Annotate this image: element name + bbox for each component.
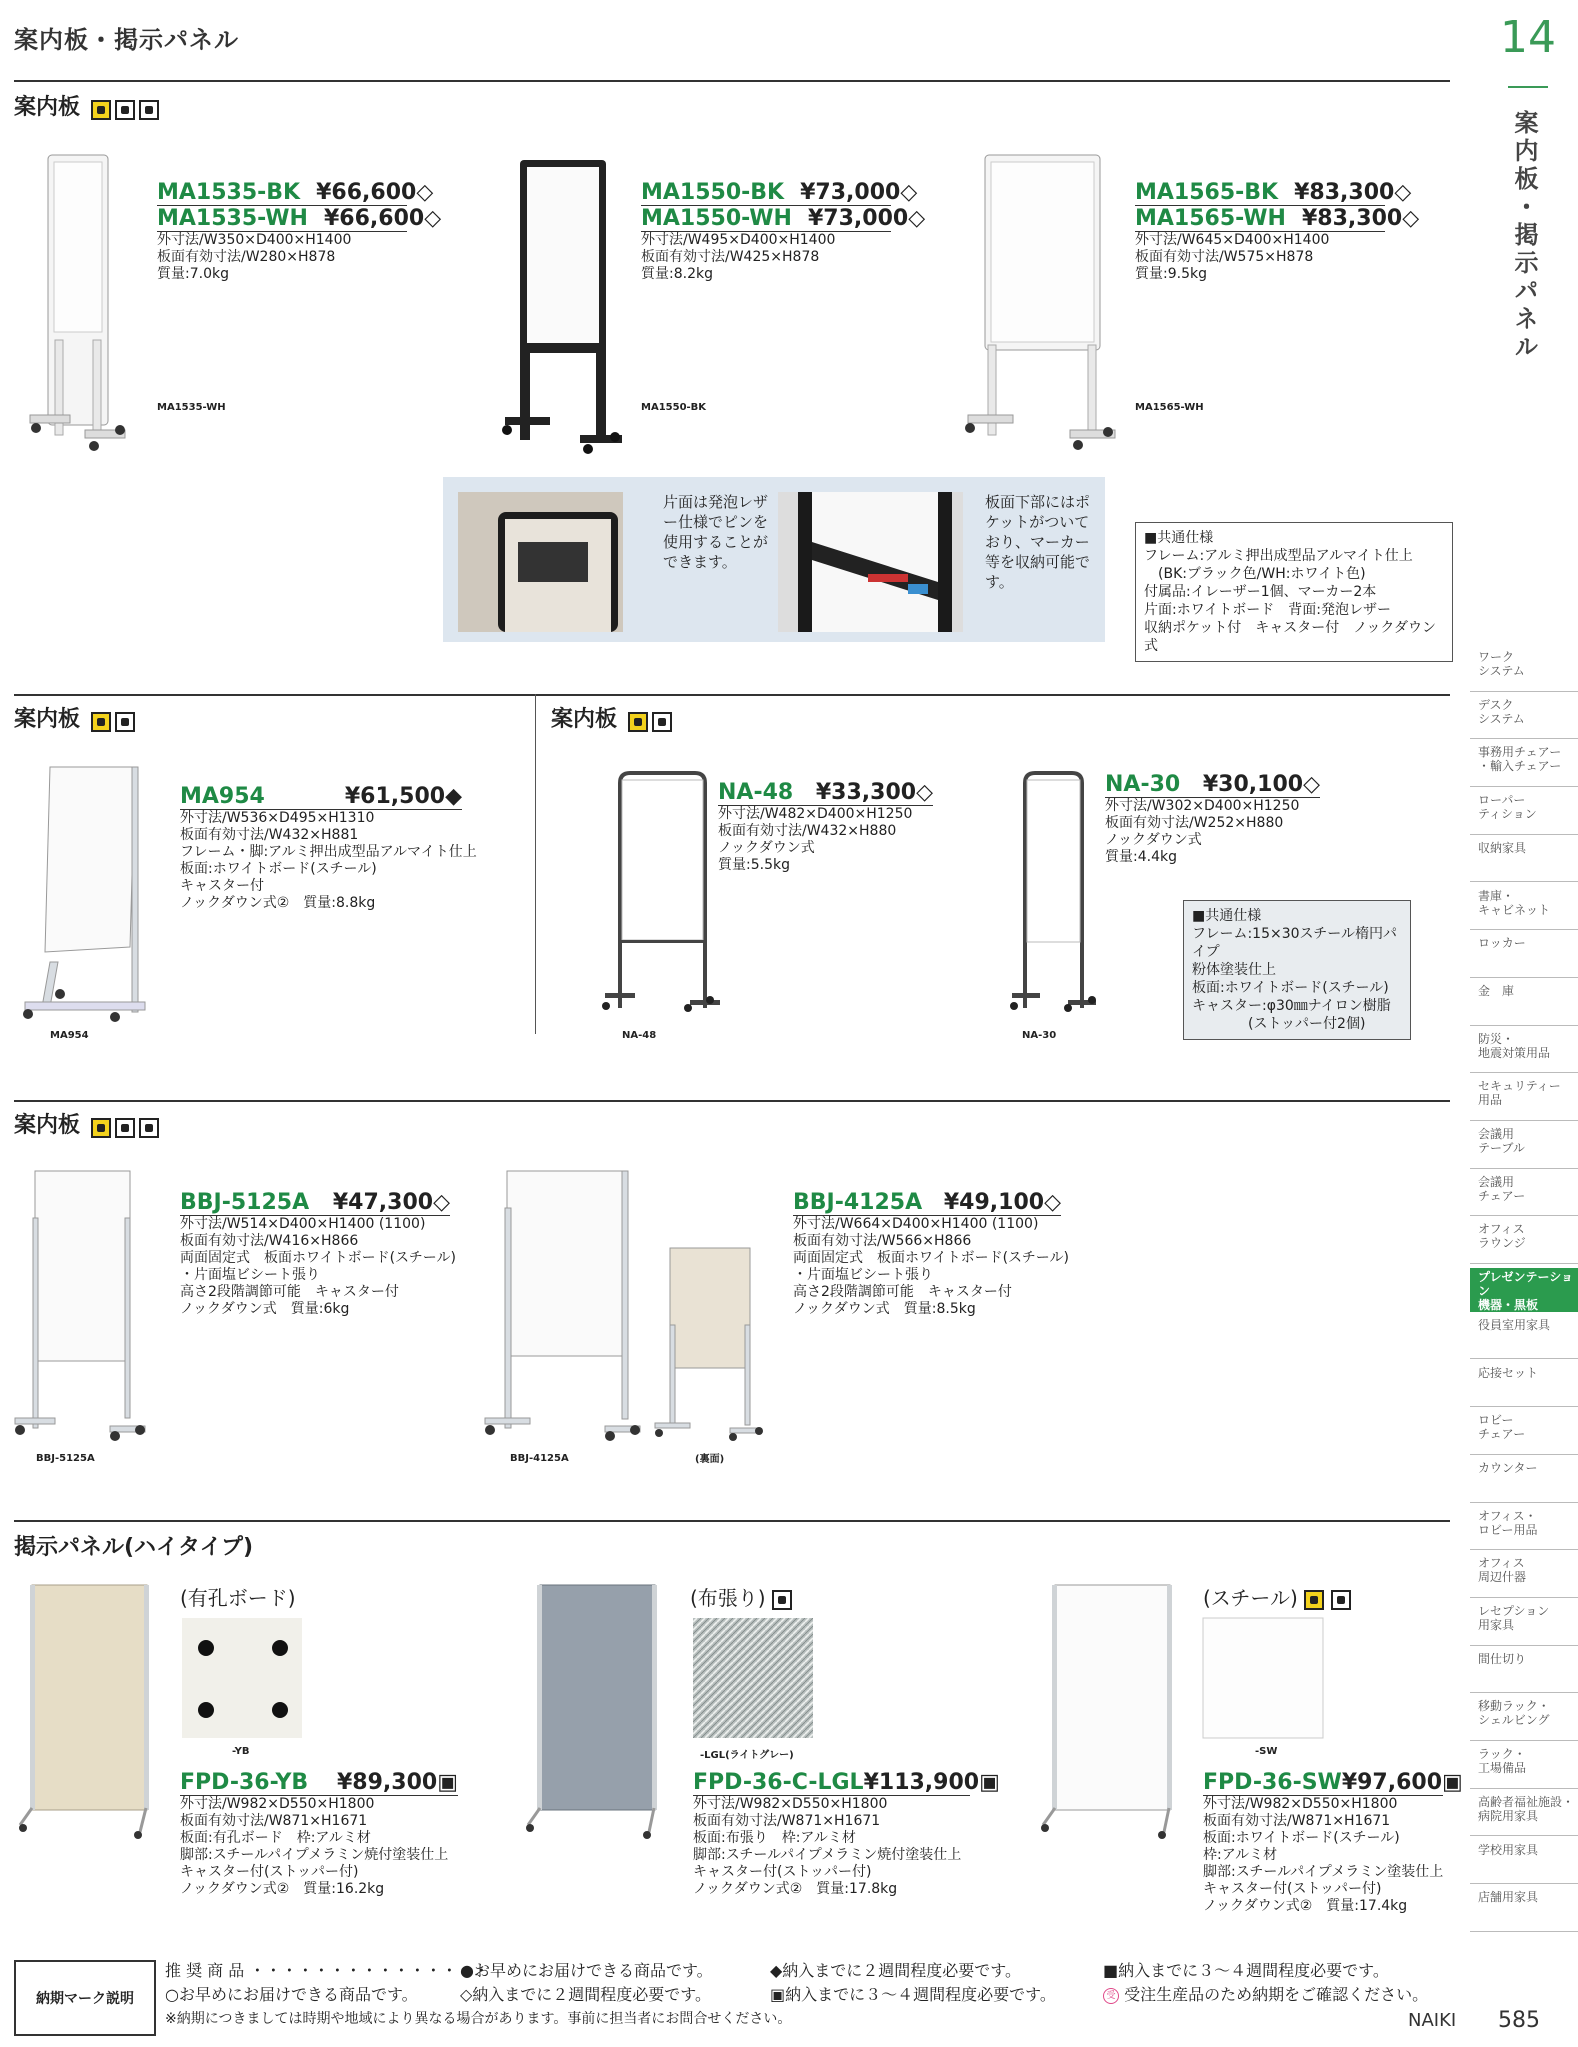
image-caption: MA1550-BK <box>641 402 707 413</box>
nav-item[interactable]: レセプション 用家具 <box>1470 1602 1578 1646</box>
image-caption: NA-30 <box>1022 1030 1057 1041</box>
model-number: MA1535-WH <box>157 206 308 231</box>
spec-text: 外寸法/W645×D400×H1400 板面有効寸法/W575×H878 質量:9.5kg <box>1135 232 1330 282</box>
image-caption-back: (裏面) <box>695 1454 725 1465</box>
spec-text: 外寸法/W302×D400×H1250 板面有効寸法/W252×H880 ノックダウン式 質量:4.4kg <box>1105 798 1300 865</box>
detail-photo-pocket <box>778 492 963 632</box>
price: ¥66,600◇ <box>323 206 442 231</box>
model-number: FPD-36-SW <box>1203 1770 1342 1795</box>
nav-item[interactable]: 間仕切り <box>1470 1650 1578 1694</box>
nav-item[interactable]: 役員室用家具 <box>1470 1316 1578 1360</box>
marker-icon <box>91 100 111 120</box>
model-number: NA-48 <box>718 780 794 805</box>
legend-recommended: 推 奨 商 品 ・・・・・・・・・・・・・・・ <box>165 1961 490 1980</box>
spec-text: 外寸法/W982×D550×H1800 板面有効寸法/W871×H1671 板面:布張り 枠:アルミ材 脚部:スチールパイプメラミン焼付塗装仕上 キャスター付(ストッパー付) ノックダウン式② 質量:17.8kg <box>693 1796 962 1897</box>
section-rule <box>14 1100 1450 1102</box>
fpdyb-swatch <box>182 1618 302 1738</box>
nav-item[interactable]: 高齢者福祉施設・ 病院用家具 <box>1470 1793 1578 1837</box>
nav-item[interactable]: 収納家具 <box>1470 839 1578 883</box>
nav-item[interactable]: 店舗用家具 <box>1470 1888 1578 1932</box>
detail-text-2: 板面下部にはポケットがついており、マーカー等を収納可能です。 <box>985 493 1091 591</box>
price: ¥73,000◇ <box>800 180 918 205</box>
swatch-caption: -LGL(ライトグレー) <box>700 1750 794 1761</box>
image-caption: MA1565-WH <box>1135 402 1204 413</box>
delivery-marks <box>91 100 159 120</box>
column-divider <box>535 694 536 1034</box>
fpdsw-product-image <box>1040 1580 1180 1840</box>
nav-item[interactable]: 学校用家具 <box>1470 1841 1578 1885</box>
fpdsw-info <box>1203 1770 1463 1915</box>
ma1550-product-image <box>500 155 610 455</box>
price: ¥97,600▣ <box>1341 1770 1463 1795</box>
delivery-marks <box>628 712 672 732</box>
side-navigation <box>1470 648 1578 1938</box>
spec-text: 外寸法/W536×D495×H1310 板面有効寸法/W432×H881 フレーム・脚:アルミ押出成型品アルマイト仕上 板面:ホワイトボード(スチール) キャスター付 ノックダウン式② 質量:8.8kg <box>180 810 477 911</box>
price: ¥61,500◆ <box>344 784 462 809</box>
section-title: 案内板 <box>14 707 81 732</box>
nav-item[interactable]: オフィス ラウンジ <box>1470 1220 1578 1264</box>
page-header-title: 案内板・掲示パネル <box>14 26 239 54</box>
nav-item[interactable]: 書庫・ キャビネット <box>1470 887 1578 931</box>
fpdlgl-variant-label <box>690 1582 792 1611</box>
variant-label-text: (スチール) <box>1203 1586 1298 1610</box>
section-2b-heading <box>551 702 672 733</box>
marker-icon <box>1304 1590 1324 1610</box>
delivery-marks <box>91 1118 159 1138</box>
fpdlgl-info <box>693 1770 1000 1898</box>
spec-text: 外寸法/W495×D400×H1400 板面有効寸法/W425×H878 質量:8.2kg <box>641 232 836 282</box>
pin-icon <box>772 1590 792 1610</box>
nav-item[interactable]: 事務用チェアー ・輸入チェアー <box>1470 743 1578 787</box>
header-rule <box>14 80 1450 82</box>
section-title: 案内板 <box>14 95 81 120</box>
section-4-title: 掲示パネル(ハイタイプ) <box>14 1535 254 1560</box>
na48-product-image <box>600 768 715 1018</box>
fpdlgl-swatch <box>693 1618 813 1738</box>
price: ¥83,300◇ <box>1301 206 1420 231</box>
fpdlgl-product-image <box>525 1580 665 1840</box>
magnet-icon <box>115 100 135 120</box>
spec-text: 外寸法/W514×D400×H1400 (1100) 板面有効寸法/W416×H866 両面固定式 板面ホワイトボード(スチール) ・片面塩ビシート張り 高さ2段階調節可能 キャスター付 ノックダウン式 質量:6kg <box>180 1216 456 1317</box>
common-spec-box-2: ■共通仕様 フレーム:15×30スチール楕円パイプ 粉体塗装仕上 板面:ホワイトボード(スチール) キャスター:φ30㎜ナイロン樹脂 (ストッパー付2個) <box>1183 900 1411 1040</box>
spec-text: 外寸法/W664×D400×H1400 (1100) 板面有効寸法/W566×H866 両面固定式 板面ホワイトボード(スチール) ・片面塩ビシート張り 高さ2段階調節可能 キャスター付 ノックダウン式 質量:8.5kg <box>793 1216 1069 1317</box>
spec-text: 外寸法/W982×D550×H1800 板面有効寸法/W871×H1671 板面:有孔ボード 枠:アルミ材 脚部:スチールパイプメラミン焼付塗装仕上 キャスター付(ストッパー付) ノックダウン式② 質量:16.2kg <box>180 1796 449 1897</box>
legend-item: ▣納入までに３～４週間程度必要です。 <box>770 1985 1056 2004</box>
legend-item: ■納入までに３～４週間程度必要です。 <box>1103 1961 1389 1980</box>
legend-item: ◇納入までに２週間程度必要です。 <box>460 1985 712 2004</box>
ma954-info <box>180 784 477 912</box>
fpdsw-swatch <box>1203 1618 1323 1738</box>
ma1535-info <box>157 180 442 283</box>
model-number: BBJ-4125A <box>793 1190 923 1215</box>
na48-info <box>718 780 933 874</box>
legend-item-text: 受注生産品のため納期をご確認ください。 <box>1124 1985 1429 2004</box>
model-number: FPD-36-YB <box>180 1770 309 1795</box>
magnet-icon <box>115 712 135 732</box>
price: ¥30,100◇ <box>1202 772 1320 797</box>
bbj5125-product-image <box>15 1168 145 1443</box>
image-caption: BBJ-4125A <box>510 1453 569 1464</box>
section-2a-heading <box>14 702 135 733</box>
ma954-product-image <box>20 762 160 1027</box>
ma1550-info <box>641 180 926 283</box>
magnet-icon <box>1331 1590 1351 1610</box>
legend-item: ●お早めにお届けできる商品です。 <box>460 1961 713 1980</box>
nav-item[interactable]: ラック・ 工場備品 <box>1470 1745 1578 1789</box>
model-number: MA1535-BK <box>157 180 301 205</box>
legend-item <box>1103 1982 1428 2005</box>
delivery-marks <box>91 712 135 732</box>
pin-icon <box>139 100 159 120</box>
magnet-icon <box>652 712 672 732</box>
spec-text: 外寸法/W350×D400×H1400 板面有効寸法/W280×H878 質量:7.0kg <box>157 232 352 282</box>
section-rule <box>14 694 1450 696</box>
section-rule <box>14 1520 1450 1522</box>
model-number: FPD-36-C-LGL <box>693 1770 864 1795</box>
swatch-caption: -SW <box>1255 1746 1278 1757</box>
marker-icon <box>91 1118 111 1138</box>
made-to-order-icon: 受 <box>1103 1988 1119 2004</box>
price: ¥49,100◇ <box>943 1190 1061 1215</box>
bbj4125-product-image <box>485 1168 635 1443</box>
nav-item[interactable]: ワーク システム <box>1470 648 1578 692</box>
na30-product-image <box>1010 768 1100 1018</box>
variant-label-text: (布張り) <box>690 1586 766 1610</box>
common-spec-box-1: ■共通仕様 フレーム:アルミ押出成型品アルマイト仕上 (BK:ブラック色/WH:ホワイト色) 付属品:イレーザー1個、マーカー2本 片面:ホワイトボード 背面:発泡レザー 収納ポケット付 キャスター付 ノックダウン式 <box>1135 522 1453 662</box>
nav-item[interactable]: ロビー チェアー <box>1470 1411 1578 1455</box>
model-number: MA1565-WH <box>1135 206 1286 231</box>
ma1565-info <box>1135 180 1420 283</box>
nav-item[interactable]: 応接セット <box>1470 1364 1578 1408</box>
price: ¥66,600◇ <box>316 180 434 205</box>
price: ¥83,300◇ <box>1294 180 1412 205</box>
model-number: BBJ-5125A <box>180 1190 310 1215</box>
nav-item[interactable]: プレゼンテーション 機器・黒板 <box>1470 1268 1578 1312</box>
bbj5125-info <box>180 1190 456 1318</box>
section-title: 案内板 <box>14 1113 81 1138</box>
nav-item[interactable]: ローパー ティション <box>1470 791 1578 835</box>
nav-item[interactable]: オフィス・ ロビー用品 <box>1470 1507 1578 1551</box>
marker-icon <box>628 712 648 732</box>
legend-item: ◆納入までに２週間程度必要です。 <box>770 1961 1022 1980</box>
fpdsw-variant-label <box>1203 1582 1351 1611</box>
bbj4125-back-image <box>655 1245 765 1445</box>
spec-text: 外寸法/W982×D550×H1800 板面有効寸法/W871×H1671 板面:ホワイトボード(スチール) 枠:アルミ材 脚部:スチールパイプメラミン塗装仕上 キャスター付(ストッパー付) ノックダウン式② 質量:17.4kg <box>1203 1796 1444 1914</box>
marker-icon <box>91 712 111 732</box>
brand-name: NAIKI <box>1408 2010 1457 2031</box>
detail-photo-leather <box>458 492 623 632</box>
spec-text: 外寸法/W482×D400×H1250 板面有効寸法/W432×H880 ノックダウン式 質量:5.5kg <box>718 806 913 873</box>
nav-item[interactable]: 金 庫 <box>1470 982 1578 1026</box>
delivery-legend-label: 納期マーク説明 <box>14 1960 156 2036</box>
image-caption: MA954 <box>50 1030 89 1041</box>
section-1-heading <box>14 90 159 121</box>
nav-item[interactable]: カウンター <box>1470 1459 1578 1503</box>
nav-item[interactable]: 会議用 チェアー <box>1470 1173 1578 1217</box>
section-title: 案内板 <box>551 707 618 732</box>
nav-item[interactable]: オフィス 周辺什器 <box>1470 1554 1578 1598</box>
section-3-heading <box>14 1108 159 1139</box>
chapter-number: 14 <box>1500 12 1556 63</box>
pin-icon <box>139 1118 159 1138</box>
image-caption: NA-48 <box>622 1030 657 1041</box>
model-number: NA-30 <box>1105 772 1181 797</box>
nav-item[interactable]: 会議用 テーブル <box>1470 1125 1578 1169</box>
fpdyb-info <box>180 1770 458 1898</box>
price: ¥89,300▣ <box>337 1770 458 1795</box>
nav-item[interactable]: デスク システム <box>1470 696 1578 740</box>
nav-item[interactable]: 移動ラック・ シェルビング <box>1470 1697 1578 1741</box>
bbj4125-info <box>793 1190 1069 1318</box>
ma1565-product-image <box>960 150 1110 450</box>
model-number: MA1550-WH <box>641 206 792 231</box>
model-number: MA954 <box>180 784 265 809</box>
legend-note: ※納期につきましては時期や地域により異なる場合があります。事前に担当者にお問合せください。 <box>165 2011 792 2027</box>
nav-item[interactable]: 防災・ 地震対策用品 <box>1470 1030 1578 1074</box>
na30-info <box>1105 772 1320 866</box>
nav-item[interactable]: セキュリティー 用品 <box>1470 1077 1578 1121</box>
nav-item[interactable]: ロッカー <box>1470 934 1578 978</box>
magnet-icon <box>115 1118 135 1138</box>
chapter-bar <box>1508 86 1548 88</box>
detail-text-1: 片面は発泡レザー仕様でピンを使用することができます。 <box>663 493 769 571</box>
fpdyb-product-image <box>20 1580 155 1840</box>
price: ¥47,300◇ <box>332 1190 450 1215</box>
page-number: 585 <box>1498 2008 1540 2033</box>
fpdyb-variant-label: (有孔ボード) <box>180 1586 296 1610</box>
price: ¥113,900▣ <box>863 1770 1000 1795</box>
image-caption: BBJ-5125A <box>36 1453 95 1464</box>
ma1535-product-image <box>30 150 130 450</box>
side-title: 案内板・掲示パネル <box>1510 110 1538 362</box>
legend-item: ○お早めにお届けできる商品です。 <box>165 1985 418 2004</box>
price: ¥73,000◇ <box>807 206 926 231</box>
image-caption: MA1535-WH <box>157 402 226 413</box>
model-number: MA1550-BK <box>641 180 785 205</box>
price: ¥33,300◇ <box>815 780 933 805</box>
swatch-caption: -YB <box>232 1746 250 1757</box>
model-number: MA1565-BK <box>1135 180 1279 205</box>
